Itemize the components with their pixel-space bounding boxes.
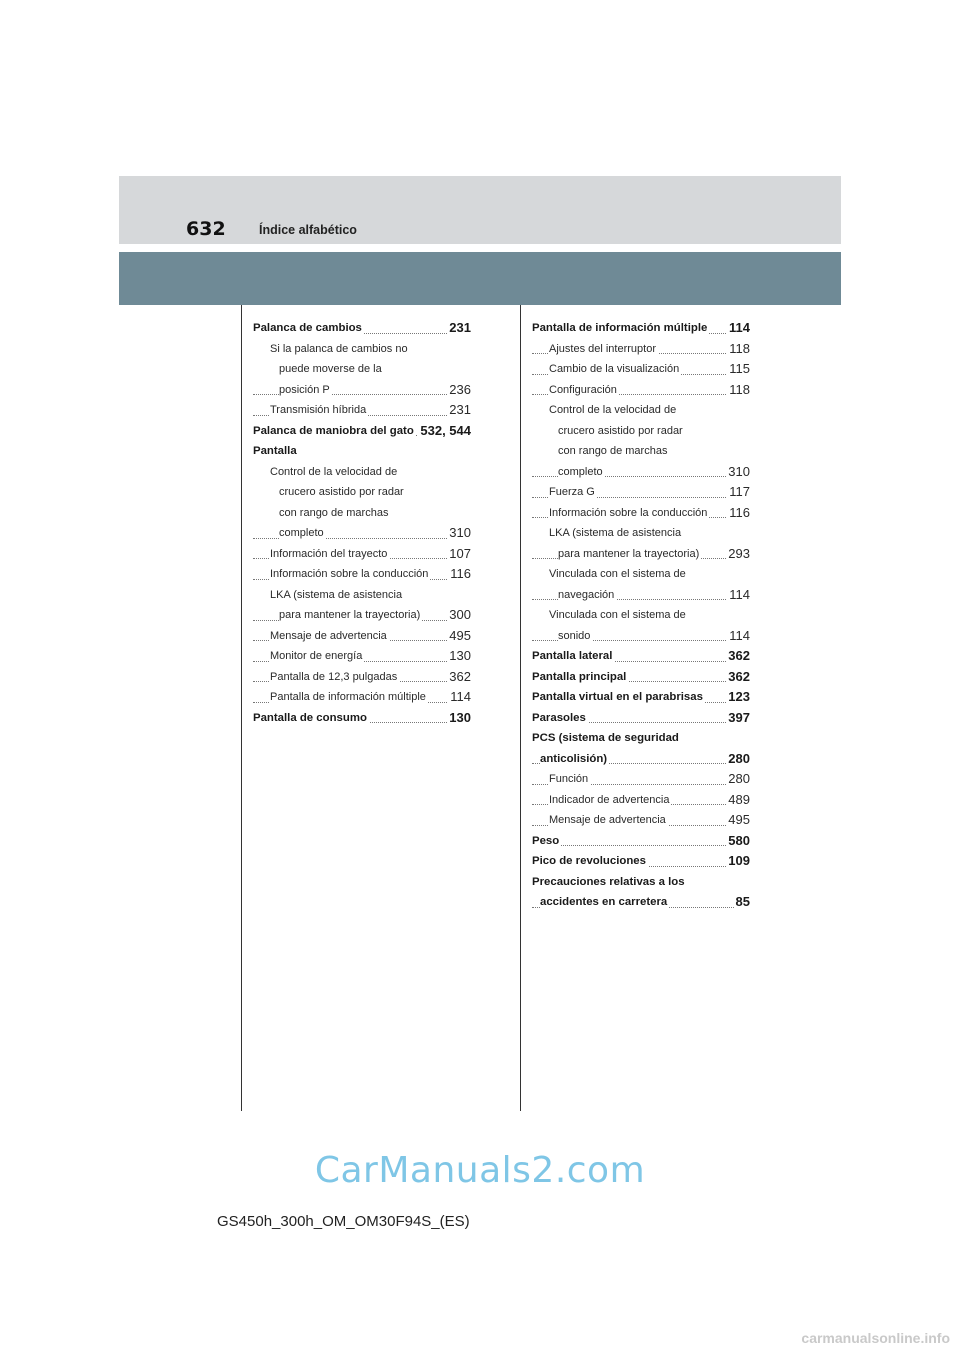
index-entry-label: Control de la velocidad de: [549, 404, 677, 416]
index-entry: [532, 728, 750, 749]
index-entry: [532, 564, 750, 585]
index-entry: [253, 380, 471, 401]
index-entry-label: con rango de marchas: [558, 445, 668, 457]
index-entry-label: Cambio de la visualización: [549, 363, 680, 375]
site-watermark: carmanualsonline.info: [801, 1330, 950, 1346]
index-entry-label: Mensaje de advertencia: [549, 814, 666, 826]
index-entry-label: accidentes en carretera: [540, 896, 668, 908]
index-entry: [532, 544, 750, 565]
index-entry: [532, 441, 750, 462]
index-entry: [532, 851, 750, 872]
index-entry-label: Pantalla de información múltiple: [270, 691, 426, 703]
index-entry-page: 231: [447, 318, 471, 339]
index-column-right: [532, 318, 750, 913]
index-entry-page: 397: [726, 708, 750, 729]
index-entry: [253, 359, 471, 380]
index-entry: [532, 790, 750, 811]
index-entry-page: 109: [726, 851, 750, 872]
index-entry: [532, 400, 750, 421]
index-entry: [253, 400, 471, 421]
index-entry-label: Pantalla: [253, 445, 297, 457]
index-entry-label: PCS (sistema de seguridad: [532, 732, 679, 744]
index-entry-label: LKA (sistema de asistencia: [549, 527, 682, 539]
index-entry-label: Si la palanca de cambios no: [270, 342, 408, 355]
index-entry: [532, 708, 750, 729]
index-entry-label: Vinculada con el sistema de: [549, 568, 686, 580]
index-entry-label: Control de la velocidad de: [270, 465, 398, 478]
index-entry-page: 123: [726, 687, 750, 708]
index-entry-label: Configuración: [549, 383, 617, 396]
index-entry-page: 130: [447, 708, 471, 729]
index-entry: [532, 872, 750, 893]
document-code: GS450h_300h_OM_OM30F94S_(ES): [217, 1213, 470, 1230]
index-entry: [532, 462, 750, 483]
index-entry: [532, 749, 750, 770]
section-band: [119, 252, 841, 305]
index-entry: [253, 544, 471, 565]
index-column-left: [253, 318, 471, 728]
index-entry: [532, 585, 750, 606]
index-entry: [253, 441, 471, 462]
index-entry-page: 293: [726, 544, 750, 565]
index-entry-page: 231: [447, 400, 471, 421]
index-entry-page: 489: [726, 790, 750, 811]
index-entry-label: Precauciones relativas a los: [532, 875, 685, 888]
index-entry-page: 107: [447, 544, 471, 565]
index-entry: [532, 769, 750, 790]
index-entry-label: para mantener la trayectoria): [279, 609, 421, 621]
index-entry-page: 114: [727, 626, 750, 647]
index-entry: [253, 626, 471, 647]
index-entry-label: Información sobre la conducción: [270, 568, 429, 580]
header-band: [119, 176, 841, 244]
index-entry-page: 310: [726, 462, 750, 483]
index-entry-label: Palanca de cambios: [253, 322, 362, 334]
index-entry: [253, 523, 471, 544]
index-entry-page: 495: [447, 626, 471, 647]
index-entry-page: 85: [734, 892, 750, 913]
index-entry-label: Información sobre la conducción: [549, 506, 708, 519]
index-entry: [532, 810, 750, 831]
column-divider-middle: [520, 305, 521, 1111]
index-entry-label: Palanca de maniobra del gato: [253, 424, 414, 437]
index-entry-label: completo: [279, 527, 324, 539]
index-entry: [253, 482, 471, 503]
index-entry: [253, 318, 471, 339]
index-entry-label: Ajustes del interruptor: [549, 342, 656, 355]
index-entry-page: 116: [727, 503, 750, 524]
index-entry-label: completo: [558, 465, 603, 478]
index-entry-label: Pantalla de 12,3 pulgadas: [270, 670, 398, 683]
index-entry-label: Pantalla principal: [532, 670, 627, 683]
index-entry: [532, 421, 750, 442]
index-entry-page: 118: [727, 339, 750, 360]
index-entry-label: Pico de revoluciones: [532, 855, 646, 867]
index-entry-page: 310: [447, 523, 471, 544]
index-entry-label: crucero asistido por radar: [279, 486, 404, 498]
index-entry-label: navegación: [558, 588, 615, 601]
index-entry-page: 362: [726, 667, 750, 688]
index-entry: [532, 667, 750, 688]
index-entry: [253, 646, 471, 667]
index-entry-page: 300: [447, 605, 471, 626]
index-entry: [253, 462, 471, 483]
index-entry-page: 117: [727, 482, 750, 503]
index-entry-page: 580: [726, 831, 750, 852]
index-entry-page: 362: [447, 667, 471, 688]
index-entry-label: Parasoles: [532, 711, 586, 724]
index-entry-label: posición P: [279, 383, 330, 396]
index-entry: [532, 831, 750, 852]
index-entry: [253, 605, 471, 626]
index-entry-label: para mantener la trayectoria): [558, 547, 700, 560]
index-entry: [253, 564, 471, 585]
index-entry-label: Indicador de advertencia: [549, 793, 670, 806]
index-entry-page: 114: [727, 585, 750, 606]
index-entry: [532, 503, 750, 524]
column-divider-left: [241, 305, 242, 1111]
index-entry: [532, 380, 750, 401]
index-entry: [532, 687, 750, 708]
index-entry-label: Pantalla de información múltiple: [532, 322, 708, 334]
index-entry-label: Pantalla de consumo: [253, 711, 367, 724]
index-entry: [532, 318, 750, 339]
index-entry-label: Mensaje de advertencia: [270, 629, 387, 642]
index-entry-page: 118: [727, 380, 750, 401]
index-entry: [253, 585, 471, 606]
index-entry-label: Pantalla virtual en el parabrisas: [532, 691, 703, 703]
index-entry: [253, 339, 471, 360]
index-entry-page: 115: [727, 359, 750, 380]
index-entry-label: Peso: [532, 834, 560, 847]
index-entry: [532, 892, 750, 913]
index-entry-label: con rango de marchas: [279, 506, 389, 519]
index-entry: [532, 523, 750, 544]
index-entry-page: 280: [726, 769, 750, 790]
index-entry-page: 114: [727, 318, 750, 339]
index-entry-label: Pantalla lateral: [532, 650, 613, 662]
index-entry: [532, 626, 750, 647]
index-entry: [532, 339, 750, 360]
index-entry-page: 280: [726, 749, 750, 770]
index-entry-label: Transmisión híbrida: [270, 404, 367, 416]
index-entry-page: 236: [447, 380, 471, 401]
index-entry-label: Monitor de energía: [270, 650, 363, 662]
index-entry-label: Vinculada con el sistema de: [549, 609, 686, 621]
index-entry: [253, 687, 471, 708]
index-entry: [253, 421, 471, 442]
index-entry-page: 495: [726, 810, 750, 831]
index-entry-label: LKA (sistema de asistencia: [270, 588, 403, 601]
index-entry-label: puede moverse de la: [279, 363, 382, 375]
index-entry-page: 130: [447, 646, 471, 667]
index-entry: [532, 482, 750, 503]
index-entry-page: 532, 544: [418, 421, 471, 442]
index-entry: [253, 708, 471, 729]
index-entry: [532, 646, 750, 667]
index-entry-page: 114: [448, 687, 471, 708]
index-entry-page: 116: [448, 564, 471, 585]
index-entry: [532, 605, 750, 626]
index-entry-label: Información del trayecto: [270, 547, 388, 560]
index-entry-label: Fuerza G: [549, 486, 595, 498]
index-entry-label: anticolisión): [540, 752, 608, 765]
index-entry-label: crucero asistido por radar: [558, 424, 683, 437]
index-entry: [253, 667, 471, 688]
index-entry-page: 362: [726, 646, 750, 667]
page-number: 632: [186, 218, 226, 240]
page-title: Índice alfabético: [259, 223, 357, 237]
watermark-carmanuals2: CarManuals2.com: [314, 1150, 646, 1191]
index-entry-label: Función: [549, 773, 589, 785]
index-entry: [253, 503, 471, 524]
index-entry: [532, 359, 750, 380]
index-entry-label: sonido: [558, 629, 591, 642]
